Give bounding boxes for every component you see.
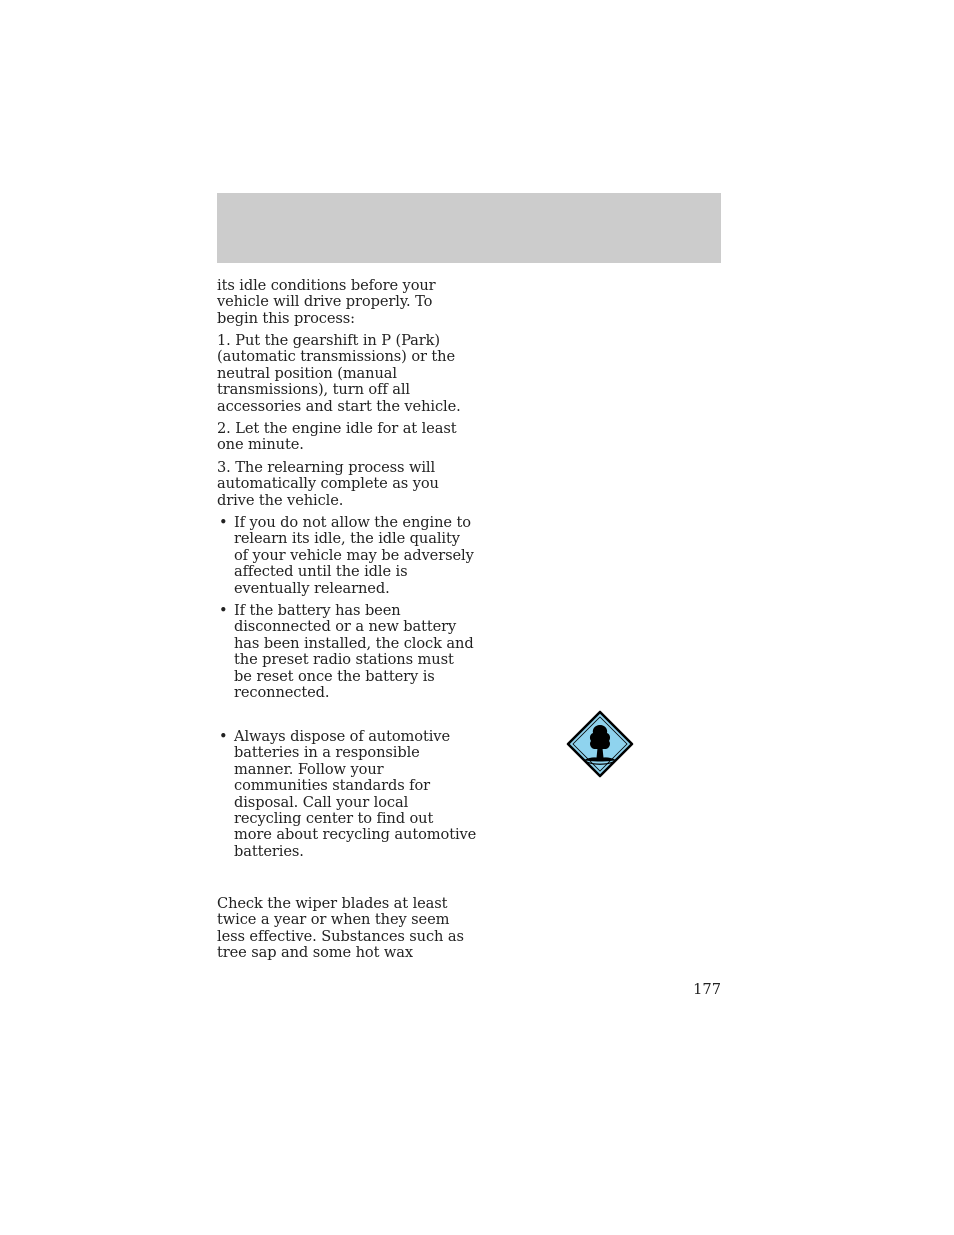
text-line: batteries. <box>234 842 304 860</box>
step-3-paragraph <box>217 460 439 509</box>
page-number: 177 <box>693 981 721 998</box>
text-column <box>217 0 477 1235</box>
text-line: If the battery has been <box>234 602 401 619</box>
environment-tree-icon <box>566 710 634 778</box>
text-line: the preset radio stations must <box>234 651 454 669</box>
text-line: neutral position (manual <box>217 364 397 382</box>
bullet-text <box>234 603 474 701</box>
text-line: recycling center to find out <box>234 810 434 828</box>
text-line: of your vehicle may be adversely <box>234 546 474 564</box>
text-line: batteries in a responsible <box>234 744 420 762</box>
text-line: 2. Let the engine idle for at least <box>217 420 457 437</box>
bullet-marker: • <box>219 602 228 619</box>
text-line: eventually relearned. <box>234 579 390 597</box>
text-line: more about recycling automotive <box>234 826 477 844</box>
text-line: vehicle will drive properly. To <box>217 293 433 311</box>
text-line: automatically complete as you <box>217 475 439 493</box>
text-line: begin this process: <box>217 309 355 327</box>
text-line: drive the vehicle. <box>217 491 344 509</box>
text-line: (automatic transmissions) or the <box>217 348 456 366</box>
text-line: tree sap and some hot wax <box>217 944 414 962</box>
bullet-text <box>234 729 476 860</box>
text-line: accessories and start the vehicle. <box>217 397 461 415</box>
text-line: has been installed, the clock and <box>234 634 474 652</box>
text-line: Check the wiper blades at least <box>217 895 448 912</box>
text-line: less effective. Substances such as <box>217 927 464 945</box>
text-line: manner. Follow your <box>234 760 384 778</box>
step-1-paragraph <box>217 333 461 415</box>
text-line: one minute. <box>217 436 304 454</box>
text-line: disposal. Call your local <box>234 793 409 811</box>
text-line: 1. Put the gearshift in P (Park) <box>217 332 440 349</box>
text-line: transmissions), turn off all <box>217 381 410 399</box>
text-line: relearn its idle, the idle quality <box>234 530 460 548</box>
intro-paragraph <box>217 278 436 327</box>
text-line: communities standards for <box>234 777 431 795</box>
text-line: disconnected or a new battery <box>234 618 457 636</box>
text-line: affected until the idle is <box>234 563 408 581</box>
bullet-text <box>234 515 474 597</box>
text-line: Always dispose of automotive <box>234 728 450 745</box>
text-line: its idle conditions before your <box>217 277 436 294</box>
bullet-marker: • <box>219 728 228 745</box>
wiper-paragraph <box>217 896 464 962</box>
text-line: reconnected. <box>234 684 330 702</box>
text-line: twice a year or when they seem <box>217 911 450 929</box>
bullet-marker: • <box>219 514 228 531</box>
text-line: If you do not allow the engine to <box>234 514 471 531</box>
text-line: be reset once the battery is <box>234 667 435 685</box>
text-line: 3. The relearning process will <box>217 459 436 476</box>
step-2-paragraph <box>217 421 456 454</box>
